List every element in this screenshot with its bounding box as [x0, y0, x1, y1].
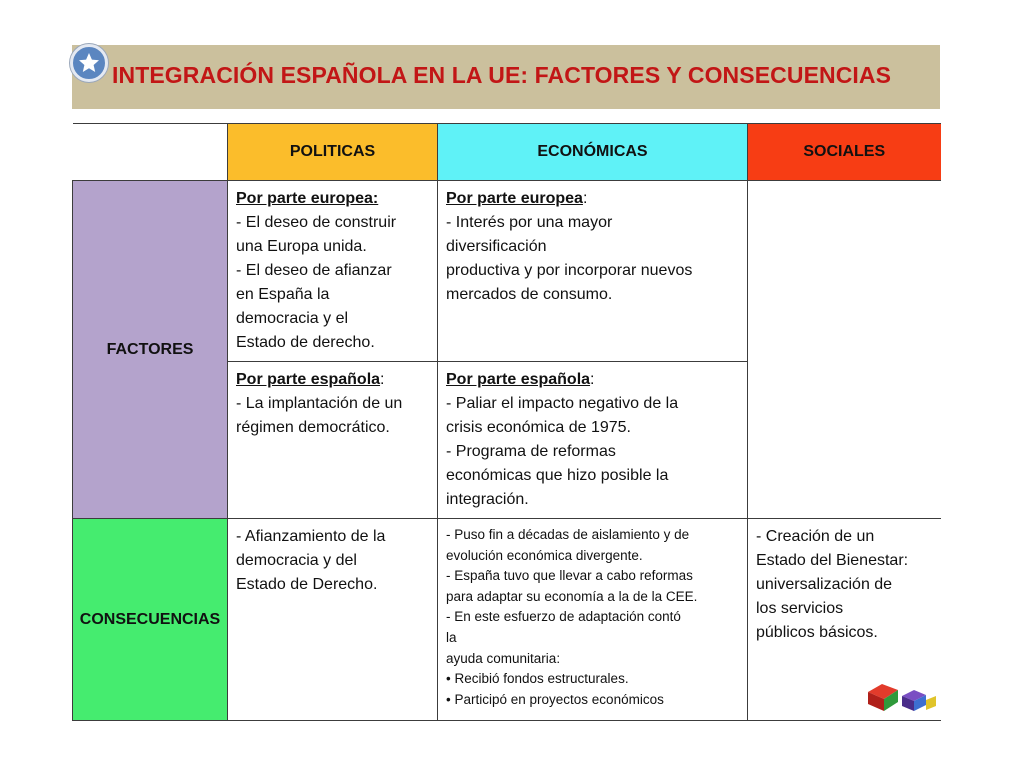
cell-line: diversificación [446, 238, 547, 255]
cell-line: - En este esfuerzo de adaptación contó [446, 609, 681, 625]
page-title: INTEGRACIÓN ESPAÑOLA EN LA UE: FACTORES Y CONSECUENCIAS [112, 62, 892, 88]
row-label-consecuencias: CONSECUENCIAS [73, 519, 228, 721]
cell-heading: Por parte europea: [236, 190, 379, 207]
cell-line: - El deseo de afianzar [236, 262, 392, 279]
header-economicas: ECONÓMICAS [438, 124, 748, 181]
cell-line: - Programa de reformas [446, 443, 616, 460]
consecuencias-economicas [438, 519, 748, 721]
cell-line: - Interés por una mayor [446, 214, 613, 231]
cell-line: los servicios [756, 600, 844, 617]
cell-line: en España la [236, 286, 330, 303]
factores-economicas-europea [438, 181, 748, 362]
cell-line: democracia y el [236, 310, 349, 327]
cell-line: - Paliar el impacto negativo de la [446, 395, 679, 412]
cell-line: - La implantación de un [236, 395, 403, 412]
cell-line: régimen democrático. [236, 419, 390, 436]
consecuencias-row [73, 519, 941, 721]
cell-heading: Por parte española [236, 371, 381, 388]
cell-line: la [446, 629, 457, 645]
cell-heading-suffix: : [380, 371, 385, 388]
cell-line: públicos básicos. [756, 624, 878, 641]
cell-heading-suffix: : [582, 190, 588, 207]
cell-line: ayuda comunitaria: [446, 650, 561, 666]
cell-line: - Puso fin a décadas de aislamiento y de [446, 527, 690, 542]
factores-sociales-empty [748, 181, 941, 519]
factores-politicas-espanola [228, 362, 438, 519]
cell-line: productiva y por incorporar nuevos [446, 262, 693, 279]
cell-line: universalización de [756, 576, 893, 593]
cell-line: Estado del Bienestar: [756, 552, 909, 569]
header-row [73, 124, 941, 181]
cell-line: integración. [446, 491, 529, 508]
cell-line: - Afianzamiento de la [236, 528, 386, 545]
cell-line: mercados de consumo. [446, 286, 613, 303]
row-label-factores: FACTORES [73, 181, 228, 519]
cell-line: - España tuvo que llevar a cabo reformas [446, 568, 693, 584]
cell-line: una Europa unida. [236, 238, 367, 255]
cell-line: para adaptar su economía a la de la CEE. [446, 588, 698, 604]
corner-cell [73, 124, 228, 181]
cell-line: democracia y del [236, 552, 357, 569]
cell-line: • Recibió fondos estructurales. [446, 671, 629, 687]
factores-politicas-europea [228, 181, 438, 362]
cell-heading: Por parte europea [446, 190, 583, 207]
cell-line: Estado de Derecho. [236, 576, 378, 593]
cell-line: - El deseo de construir [236, 214, 397, 231]
cell-line: Estado de derecho. [236, 334, 375, 351]
factores-row-europea [73, 181, 941, 362]
cell-line: • Participó en proyectos económicos [446, 691, 664, 707]
cell-line: crisis económica de 1975. [446, 419, 631, 436]
cell-line: - Creación de un [756, 528, 875, 545]
cell-heading-suffix: : [590, 371, 595, 388]
cell-heading: Por parte española [446, 371, 591, 388]
factores-economicas-espanola [438, 362, 748, 519]
header-sociales: SOCIALES [748, 124, 941, 181]
comparison-table [72, 123, 941, 721]
header-politicas: POLITICAS [228, 124, 438, 181]
star-icon [70, 44, 108, 82]
cell-line: evolución económica divergente. [446, 547, 643, 563]
cell-line: económicas que hizo posible la [446, 467, 669, 484]
consecuencias-politicas [228, 519, 438, 721]
colored-cubes-icon [866, 682, 938, 712]
